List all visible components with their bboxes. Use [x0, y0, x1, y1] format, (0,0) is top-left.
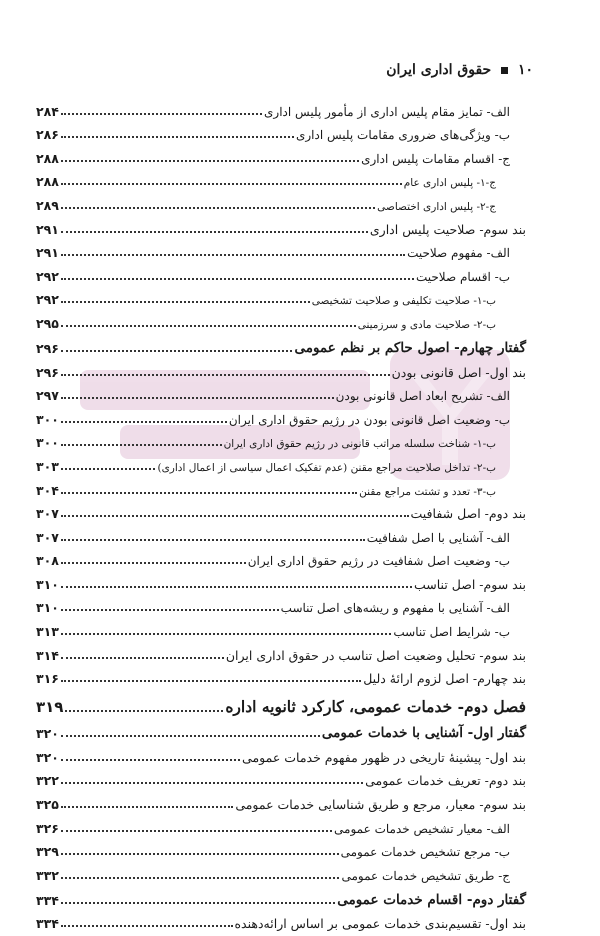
toc-entry-title: ب-۲- صلاحیت مادی و سرزمینی	[357, 318, 496, 331]
toc-entry	[36, 427, 526, 451]
toc-entry	[36, 166, 526, 190]
toc-entry	[36, 812, 526, 836]
dot-leader	[61, 657, 224, 659]
toc-entry	[36, 765, 526, 789]
dot-leader	[61, 325, 356, 327]
dot-leader	[61, 301, 310, 303]
toc-entry-page: ۲۹۶	[36, 340, 59, 356]
toc-entry-title: ب-۱- شناخت سلسله مراتب قانونی در رژیم حقوق اداری ایران	[223, 438, 496, 451]
square-bullet-icon	[501, 67, 508, 74]
toc-entry-title: گفتار اول- آشنایی با خدمات عمومی	[321, 725, 526, 742]
dot-leader	[61, 254, 405, 256]
toc-entry-page: ۳۰۷	[36, 506, 59, 522]
toc-entry	[36, 403, 526, 427]
dot-leader	[61, 397, 334, 399]
toc-entry-title: گفتار چهارم- اصول حاکم بر نظم عمومی	[294, 339, 526, 356]
toc-entry-page: ۲۹۵	[36, 315, 59, 331]
toc-entry-title: بند سوم- اصل تناسب	[414, 576, 526, 592]
dot-leader	[61, 902, 335, 904]
toc-entry-page: ۳۲۵	[36, 797, 59, 813]
toc-entry-title: بند سوم- تحلیل وضعیت اصل تناسب در حقوق اداری ایران	[225, 647, 526, 663]
toc-entry-title: ب- اقسام صلاحیت	[415, 269, 510, 284]
toc-entry	[36, 788, 526, 812]
toc-entry-title: بند سوم- صلاحیت پلیس اداری	[369, 221, 526, 237]
toc-entry	[36, 639, 526, 663]
toc-entry	[36, 237, 526, 261]
toc-entry	[36, 213, 526, 237]
toc-entry-title: فصل دوم- خدمات عمومی، کارکرد ثانویه اداره	[225, 697, 526, 717]
dot-leader	[61, 562, 246, 564]
dot-leader	[61, 759, 240, 761]
toc-entry-page: ۳۰۴	[36, 482, 59, 498]
toc-entry-title: الف- آشنایی با اصل شفافیت	[366, 530, 510, 545]
toc-entry-page: ۲۹۱	[36, 245, 59, 261]
toc-entry-page: ۳۲۰	[36, 726, 59, 742]
toc-entry-title: الف- آشنایی با مفهوم و ریشه‌های اصل تناسب	[280, 601, 510, 616]
toc-entry-page: ۳۰۰	[36, 435, 59, 451]
toc-entry-page: ۲۹۲	[36, 268, 59, 284]
toc-entry	[36, 119, 526, 143]
toc-entry-page: ۳۱۰	[36, 576, 59, 592]
dot-leader	[61, 609, 279, 611]
toc-entry	[36, 545, 526, 569]
toc-entry-title: بند اول- پیشینهٔ تاریخی در ظهور مفهوم خدمات عمومی	[242, 749, 526, 765]
toc-entry	[36, 142, 526, 166]
toc-entry	[36, 331, 526, 356]
toc-entry-page: ۳۱۶	[36, 671, 59, 687]
toc-entry-title: بند دوم- اصل شفافیت	[410, 506, 526, 522]
toc-entry-title: ب- وضعیت اصل قانونی بودن در رژیم حقوق اداری ایران	[228, 412, 510, 427]
toc-entry-title: ج-۱- پلیس اداری عام	[403, 177, 496, 190]
toc-entry-page: ۳۳۴	[36, 916, 59, 932]
dot-leader	[61, 468, 156, 470]
toc-entry-title: ب-۱- صلاحیت تکلیفی و صلاحیت تشخیصی	[311, 295, 496, 308]
toc-entry-title: بند اول- تقسیم‌بندی خدمات عمومی بر اساس ارائه‌دهنده	[234, 916, 526, 932]
toc-entry	[36, 284, 526, 308]
dot-leader	[61, 853, 339, 855]
toc-entry-title: بند اول- اصل قانونی بودن	[391, 364, 526, 380]
toc-entry	[36, 356, 526, 380]
toc-entry	[36, 908, 526, 932]
toc-entry-page: ۲۹۷	[36, 388, 59, 404]
dot-leader	[61, 374, 390, 376]
dot-leader	[61, 782, 363, 784]
toc-entry-title: ج- اقسام مقامات پلیس اداری	[361, 151, 510, 166]
toc-entry-title: ب- مرجع تشخیص خدمات عمومی	[340, 845, 510, 860]
toc-entry-title: گفتار دوم- اقسام خدمات عمومی	[337, 891, 526, 908]
toc-entry	[36, 663, 526, 687]
toc-entry-page: ۳۰۳	[36, 458, 59, 474]
dot-leader	[61, 806, 233, 808]
toc-entry-page: ۳۲۲	[36, 773, 59, 789]
book-title: حقوق اداری ایران	[386, 62, 492, 78]
dot-leader	[61, 735, 320, 737]
toc-entry	[36, 836, 526, 860]
toc-entry	[36, 450, 526, 474]
toc-entry-title: الف- تشریح ابعاد اصل قانونی بودن	[335, 389, 510, 404]
toc-entry	[36, 883, 526, 908]
toc-entry-title: الف- معیار تشخیص خدمات عمومی	[334, 821, 510, 836]
toc-entry-title: بند سوم- معیار، مرجع و طریق شناسایی خدمات عمومی	[235, 797, 526, 813]
dot-leader	[61, 877, 340, 879]
toc-entry-page: ۳۱۰	[36, 600, 59, 616]
toc-entry-title: ب- ویژگی‌های ضروری مقامات پلیس اداری	[295, 128, 510, 143]
toc-entry-page: ۲۸۹	[36, 197, 59, 213]
toc-entry-page: ۲۹۶	[36, 364, 59, 380]
toc-entry-title: ب-۲- تداخل صلاحیت مراجع مقنن (عدم تفکیک اعمال سیاسی از اعمال اداری)	[157, 461, 496, 474]
toc-entry-page: ۲۸۶	[36, 127, 59, 143]
toc-entry-page: ۲۸۴	[36, 103, 59, 119]
dot-leader	[61, 444, 222, 446]
dot-leader	[61, 350, 293, 352]
dot-leader	[61, 515, 409, 517]
dot-leader	[61, 680, 361, 682]
dot-leader	[61, 113, 262, 115]
toc-entry-title: ب- وضعیت اصل شفافیت در رژیم حقوق اداری ایران	[247, 554, 510, 569]
dot-leader	[61, 633, 392, 635]
page-header	[80, 62, 533, 82]
page-number: ۱۰	[517, 62, 533, 78]
dot-leader	[61, 278, 414, 280]
toc-entry	[36, 95, 526, 119]
dot-leader	[61, 492, 357, 494]
dot-leader	[61, 925, 233, 927]
toc-entry-title: الف- مفهوم صلاحیت	[407, 246, 510, 261]
toc-entry-page: ۲۸۸	[36, 174, 59, 190]
toc-entry-page: ۲۹۱	[36, 221, 59, 237]
toc-entry	[36, 592, 526, 616]
toc-entry-page: ۳۱۳	[36, 624, 59, 640]
toc-entry-page: ۳۱۹	[36, 698, 64, 717]
toc-entry-page: ۳۰۰	[36, 411, 59, 427]
dot-leader	[61, 231, 368, 233]
dot-leader	[65, 710, 223, 712]
toc-entry-title: بند دوم- تعریف خدمات عمومی	[365, 773, 526, 789]
dot-leader	[61, 160, 359, 162]
toc-entry-page: ۳۲۹	[36, 844, 59, 860]
dot-leader	[61, 207, 375, 209]
toc-entry-page: ۳۲۰	[36, 749, 59, 765]
toc-entry	[36, 741, 526, 765]
toc-entry	[36, 260, 526, 284]
toc-entry-title: ج- طریق تشخیص خدمات عمومی	[341, 868, 510, 883]
dot-leader	[61, 421, 227, 423]
toc-entry-title: ج-۲- پلیس اداری اختصاصی	[377, 200, 496, 213]
toc-entry	[36, 307, 526, 331]
dot-leader	[61, 539, 365, 541]
dot-leader	[61, 136, 294, 138]
toc-entry	[36, 859, 526, 883]
toc-entry-page: ۲۸۸	[36, 150, 59, 166]
toc-entry	[36, 521, 526, 545]
toc-entry	[36, 380, 526, 404]
toc-entry-title: الف- تمایز مقام پلیس اداری از مأمور پلیس اداری	[264, 104, 510, 119]
toc-entry-page: ۳۲۶	[36, 820, 59, 836]
toc-entry-page: ۳۳۲	[36, 867, 59, 883]
toc-entry	[36, 474, 526, 498]
toc-entry-title: بند چهارم- اصل لزوم ارائهٔ دلیل	[363, 671, 526, 687]
toc-entry-title: ب-۳- تعدد و تشتت مراجع مقنن	[359, 485, 496, 498]
toc-entry-page: ۲۹۲	[36, 292, 59, 308]
toc-entry	[36, 686, 526, 716]
toc-entry-page: ۳۰۷	[36, 529, 59, 545]
toc-entry	[36, 498, 526, 522]
toc-entry	[36, 615, 526, 639]
toc-entry	[36, 716, 526, 741]
toc-entry-page: ۳۱۴	[36, 647, 59, 663]
dot-leader	[61, 586, 412, 588]
toc-entry	[36, 189, 526, 213]
dot-leader	[61, 183, 402, 185]
toc-entry-title: ب- شرایط اصل تناسب	[393, 625, 510, 640]
table-of-contents	[36, 95, 526, 931]
toc-entry-page: ۳۰۸	[36, 553, 59, 569]
dot-leader	[61, 830, 332, 832]
toc-entry	[36, 568, 526, 592]
toc-entry-page: ۳۳۴	[36, 892, 59, 908]
